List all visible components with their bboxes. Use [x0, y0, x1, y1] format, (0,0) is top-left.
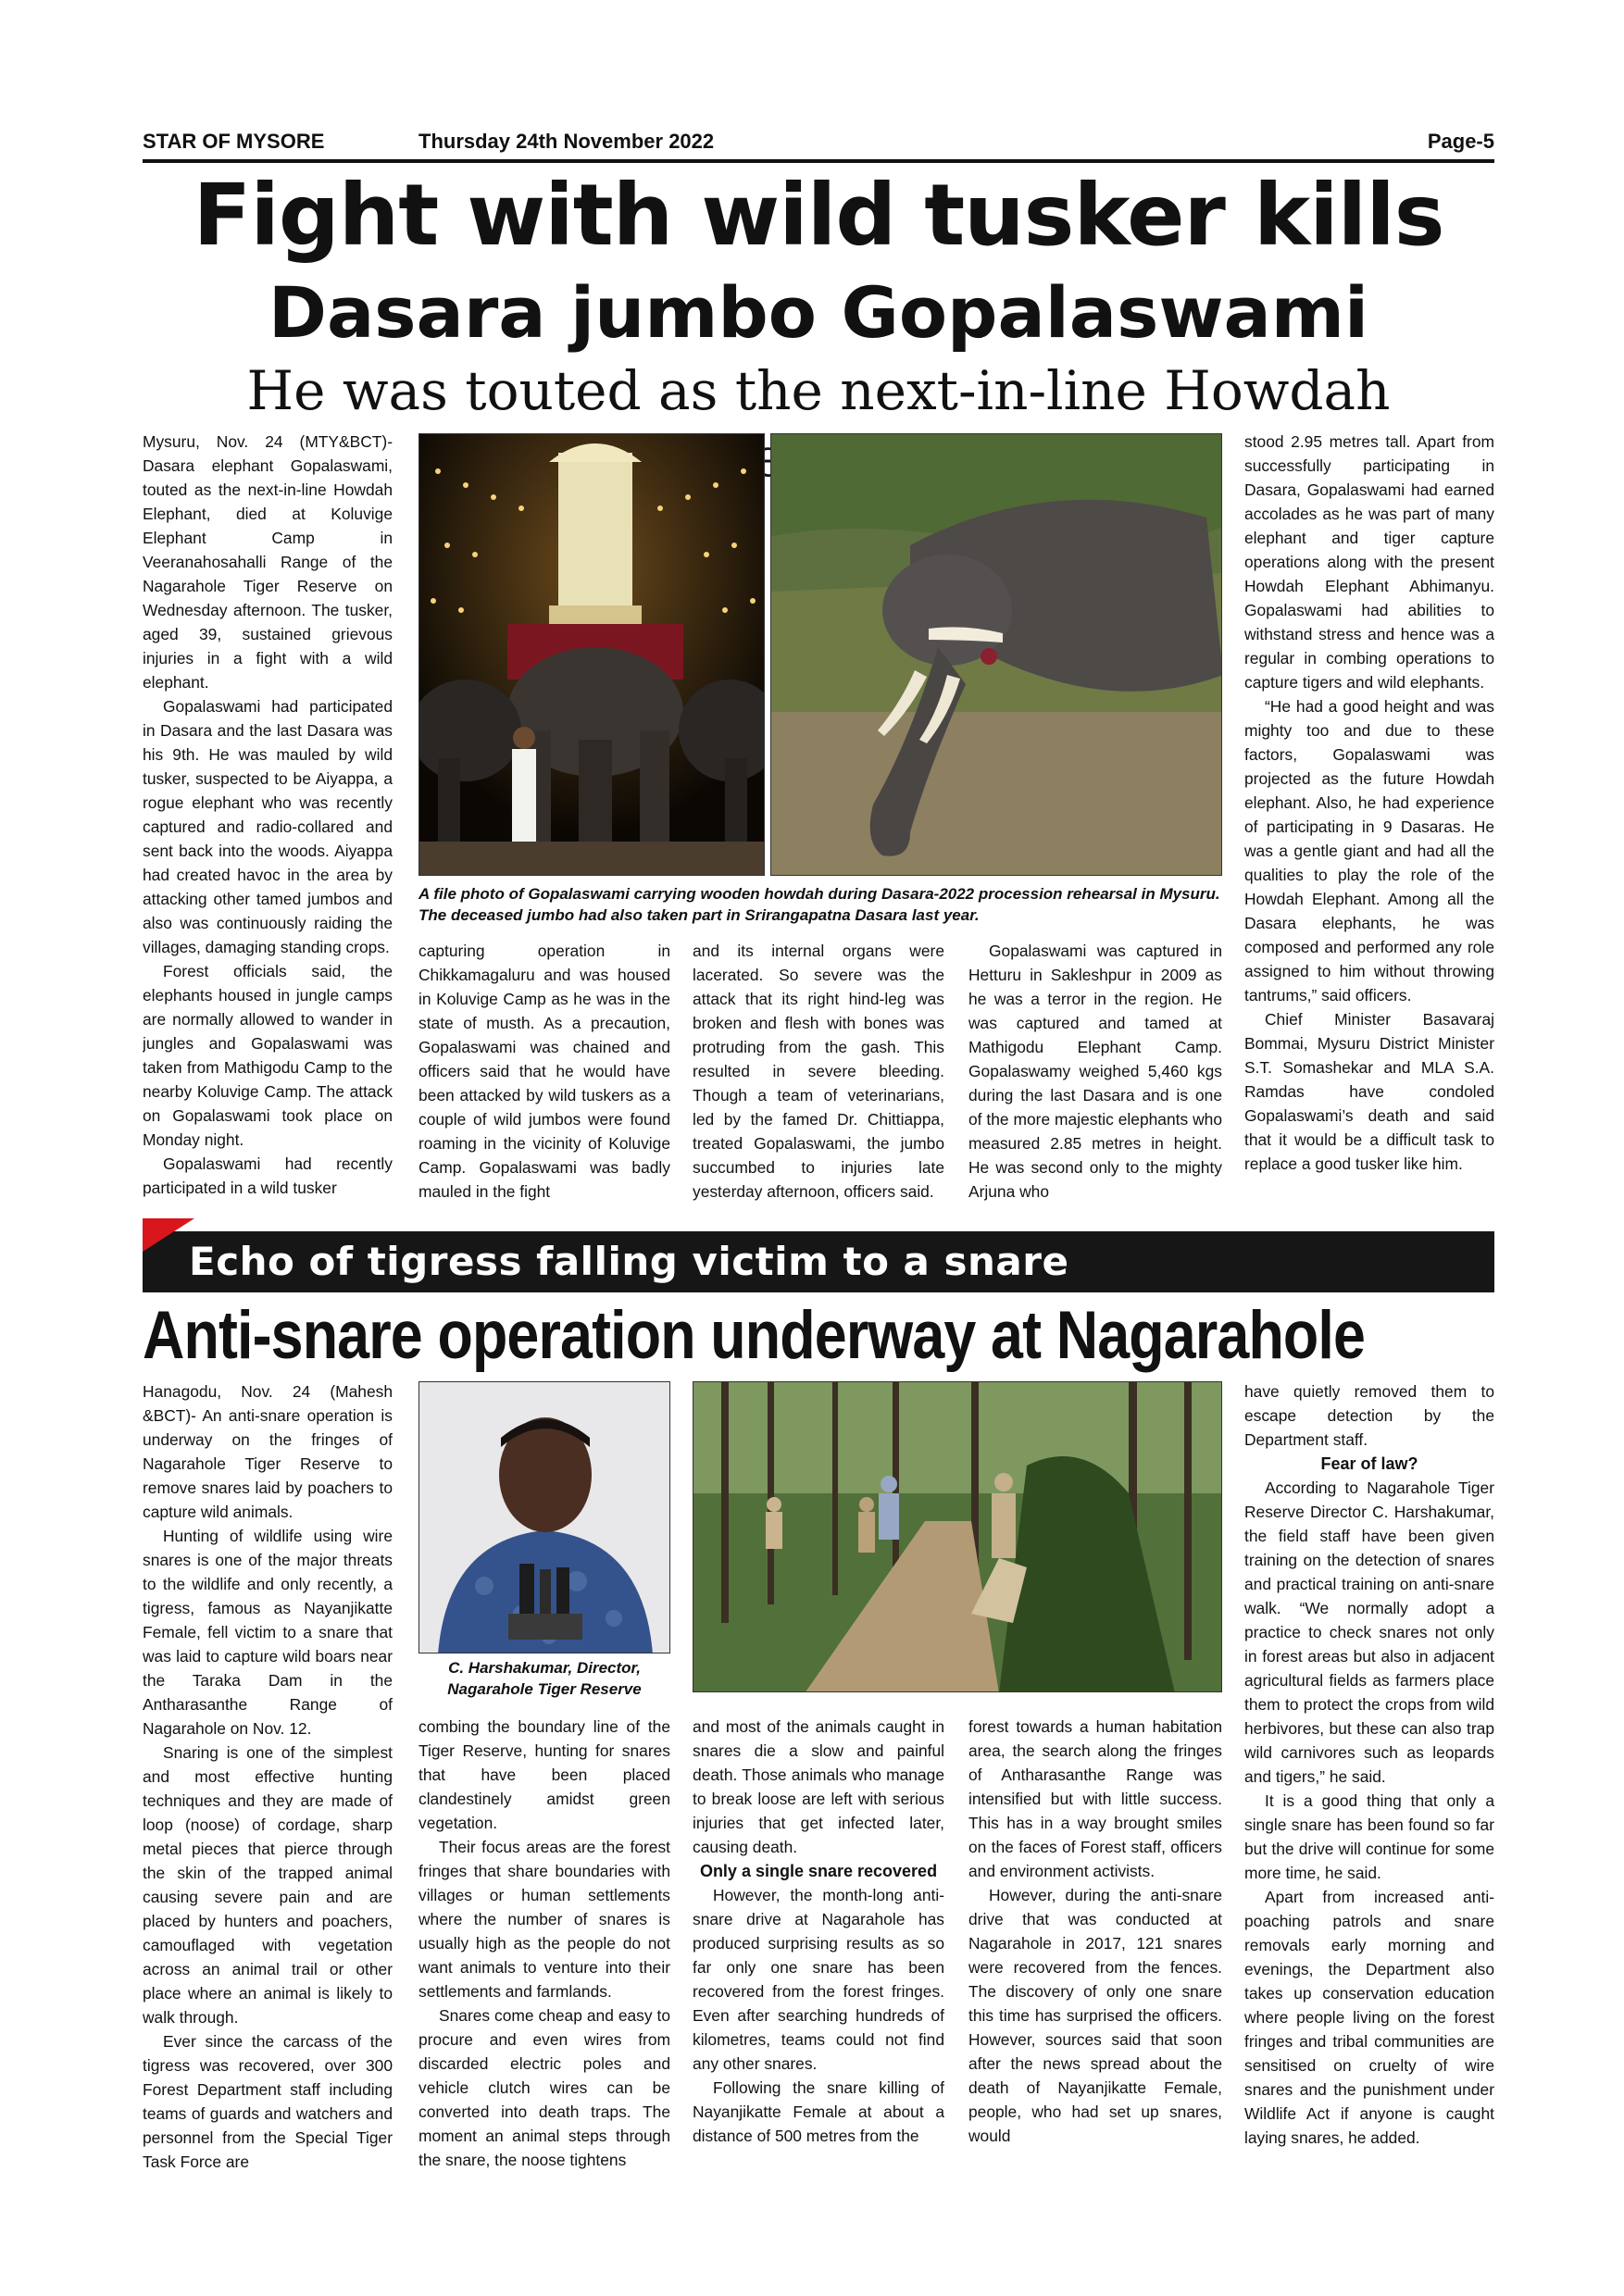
- story2-column-1: [143, 1379, 393, 2176]
- caption-line: C. Harshakumar, Director,: [448, 1659, 641, 1677]
- paragraph: Snaring is one of the simplest and most effective hunting techniques and they are made of loop (noose) of cordage, sharp metal pieces that pierce through the skin of the trapped animal causing severe pain and are placed by hunters and poachers, camouflaged with vegetation across an animal trail or other place where an animal is likely to walk through.: [143, 1743, 393, 2027]
- kicker-band: [143, 1231, 1494, 1292]
- paragraph: Following the snare killing of Nayanjikatte Female at about a distance of 500 metres from the: [693, 2078, 944, 2145]
- story2-column-3: [693, 1715, 944, 2177]
- paragraph: It is a good thing that only a single snare has been found so far but the drive will continue for some more time, he said.: [1244, 1791, 1494, 1882]
- paragraph: Forest officials said, the elephants housed in jungle camps are normally allowed to wander in jungles and Gopalaswami was taken from Mathigodu Camp to the nearby Koluvige Camp. The attack on Gopalaswami took place on Monday night.: [143, 962, 393, 1149]
- paragraph: However, the month-long anti-snare drive at Nagarahole has produced surprising results as so far only one snare has been recovered from the forest fringes. Even after searching hundreds of kilometres, teams could not find any other snares.: [693, 1886, 944, 2073]
- story1-column-3: [693, 939, 944, 1209]
- section-subhead: Only a single snare recovered: [699, 1862, 938, 1880]
- forest-patrol-photo: [693, 1381, 1222, 1692]
- paragraph: However, during the anti-snare drive that was conducted at Nagarahole in 2017, 121 snares were recovered from the fences. The discovery of only one snare this time has surprised the officers. However, sources said that soon after the news spread about the death of Nayanjikatte Female, people, who had set up snares, would: [968, 1886, 1222, 2145]
- headline-line-1: Fight with wild tusker kills: [193, 166, 1444, 265]
- story2-column-2: [418, 1715, 670, 2177]
- paragraph: Gopalaswami had recently participated in a wild tusker: [143, 1154, 393, 1197]
- paragraph: Hanagodu, Nov. 24 (Mahesh &BCT)- An anti-snare operation is underway on the fringes of Nagarahole Tiger Reserve to remove snares laid by poachers to capture wild animals.: [143, 1382, 393, 1521]
- howdah-photo-caption: A file photo of Gopalaswami carrying wooden howdah during Dasara-2022 procession rehearsal in Mysuru. The deceased jumbo had also taken part in Srirangapatna Dasara last year.: [418, 885, 1220, 924]
- story1-subheadline: He was touted as the next-in-line Howdah: [246, 359, 1391, 422]
- paragraph: According to Nagarahole Tiger Reserve Director C. Harshakumar, the field staff have been given training on the detection of snares and practical training on anti-snare walk. “We normally adopt a practice to check snares not only in forest areas but also in adjacent agricultural fields as farmers place them to protect the crops from wild herbivores, but these can also trap wild carnivores such as leopards and tigers,” he said.: [1244, 1479, 1494, 1786]
- howdah-procession-image: [419, 434, 765, 876]
- issue-date: Thursday 24th November 2022: [418, 130, 715, 153]
- headline-line-2: Dasara jumbo Gopalaswami: [268, 271, 1369, 354]
- paragraph: combing the boundary line of the Tiger Reserve, hunting for snares that have been placed clandestinely amidst green vegetation.: [418, 1717, 670, 1832]
- paragraph: forest towards a human habitation area, the search along the fringes of Antharasanthe Range was intensified but with little success. This has in a way brought smiles on the faces of Forest staff, officers and environment activists.: [968, 1717, 1222, 1880]
- deceased-elephant-image: [771, 434, 1222, 876]
- director-portrait-photo: [418, 1381, 670, 1653]
- forest-patrol-image: [693, 1382, 1222, 1692]
- paragraph: Gopalaswami was captured in Hetturu in Sakleshpur in 2009 as he was a terror in the region. He was captured and tamed at Mathigodu Elephant Camp. Gopalaswamy weighed 5,460 kgs during the last Dasara and is one of the more majestic elephants who measured 2.85 metres in height. He was second only to the mighty Arjuna who: [968, 942, 1222, 1201]
- story2-headline: Anti-snare operation underway at Nagarahole: [143, 1298, 1366, 1373]
- masthead: [143, 126, 1494, 157]
- howdah-procession-photo: [418, 433, 765, 876]
- story1-column-5: [1244, 430, 1494, 1209]
- story2-column-5: [1244, 1379, 1494, 2177]
- paragraph: and its internal organs were lacerated. So severe was the attack that its right hind-leg was broken and flesh with bones was protruding from the gash. This resulted in severe bleeding. Though a team of veterinarians, led by the famed Dr. Chittiappa, treated Gopalaswami, the jumbo succumbed to injuries late yesterday afternoon, officers said.: [693, 942, 944, 1201]
- paragraph: Hunting of wildlife using wire snares is one of the major threats to the wildlife and only recently, a tigress, famous as Nayanjikatte Female, fell victim to a snare that was laid to capture wild boars near the Taraka Dam in the Antharasanthe Range of Nagarahole on Nov. 12.: [143, 1527, 393, 1738]
- paragraph: Apart from increased anti-poaching patrols and snare removals early morning and evenings, the Department also takes up conservation education where people living on the forest fringes and tribal communities are sensitised on cruelty of wire snares and the punishment under Wildlife Act if anyone is caught laying snares, he added.: [1244, 1888, 1494, 2147]
- paragraph: Ever since the carcass of the tigress was recovered, over 300 Forest Department staff including teams of guards and watchers and personnel from the Special Tiger Task Force are: [143, 2032, 393, 2171]
- paragraph: “He had a good height and was mighty too and due to these factors, Gopalaswami was projected as the future Howdah elephant. Also, he had experience of participating in 9 Dasaras. He was a gentle giant and had all the qualities to play the role of the Howdah Elephant. Among all the Dasara elephants, he was composed and performed any role assigned to him without throwing tantrums,” said officers.: [1244, 697, 1494, 1004]
- section-subhead: Fear of law?: [1320, 1454, 1418, 1473]
- page-number: Page-5: [1427, 130, 1494, 153]
- newspaper-name: STAR OF MYSORE: [143, 130, 325, 153]
- paragraph: Snares come cheap and easy to procure and even wires from discarded electric poles and vehicle clutch wires can be converted into death traps. The moment an animal steps through the snare, the noose tightens: [418, 2006, 670, 2169]
- paragraph: capturing operation in Chikkamagaluru and was housed in Koluvige Camp as he was in the state of musth. As a precaution, Gopalaswami was chained and officers said that he would have been attacked by wild tuskers as a couple of wild jumbos were found roaming in the vicinity of Koluvige Camp. Gopalaswami was badly mauled in the fight: [418, 942, 670, 1201]
- paragraph: Mysuru, Nov. 24 (MTY&BCT)- Dasara elephant Gopalaswami, touted as the next-in-line Howdah Elephant, died at Koluvige Elephant Camp in Veeranahosahalli Range of the Nagarahole Tiger Reserve on Wednesday afternoon. The tusker, aged 39, sustained grievous injuries in a fight with a wild elephant.: [143, 432, 393, 692]
- paragraph: stood 2.95 metres tall. Apart from successfully participating in Dasara, Gopalaswami had earned accolades as he was part of many elephant and tiger capture operations along with the present Howdah Elephant Abhimanyu. Gopalaswami had abilities to withstand stress and hence was a regular in combing operations to capture tigers and wild elephants.: [1244, 432, 1494, 692]
- story1-column-1: [143, 430, 393, 1209]
- paragraph: Gopalaswami had participated in Dasara and the last Dasara was his 9th. He was mauled by wild tusker, suspected to be Aiyappa, a rogue elephant who was recently captured and radio-collared and sent back into the woods. Aiyappa had created havoc in the area by attacking other tamed jumbos and also was continuously raiding the villages, damaging standing crops.: [143, 697, 393, 956]
- story1-column-2: [418, 939, 670, 1209]
- paragraph: Their focus areas are the forest fringes that share boundaries with villages or human settlements where the number of snares is usually high as the people do not want animals to venture into their settlements and farmlands.: [418, 1838, 670, 2001]
- paragraph: Chief Minister Basavaraj Bommai, Mysuru District Minister S.T. Somashekar and MLA S.A. Ramdas have condoled Gopalaswami’s death and said that it would be a difficult task to replace a good tusker like him.: [1244, 1010, 1494, 1173]
- paragraph: and most of the animals caught in snares die a slow and painful death. Those animals who manage to break loose are left with serious injuries that get infected later, causing death.: [693, 1717, 944, 1856]
- director-portrait-caption: [418, 1657, 670, 1700]
- story2-kicker: Echo of tigress falling victim to a snare: [189, 1239, 1069, 1284]
- paragraph: have quietly removed them to escape detection by the Department staff.: [1244, 1382, 1494, 1449]
- caption-line: Nagarahole Tiger Reserve: [447, 1680, 642, 1698]
- story1-column-4: [968, 939, 1222, 1209]
- story2-column-4: [968, 1715, 1222, 2177]
- masthead-rule: [143, 159, 1494, 163]
- deceased-elephant-photo: [770, 433, 1222, 876]
- red-flag-icon: [143, 1218, 194, 1252]
- director-portrait-image: [419, 1382, 670, 1653]
